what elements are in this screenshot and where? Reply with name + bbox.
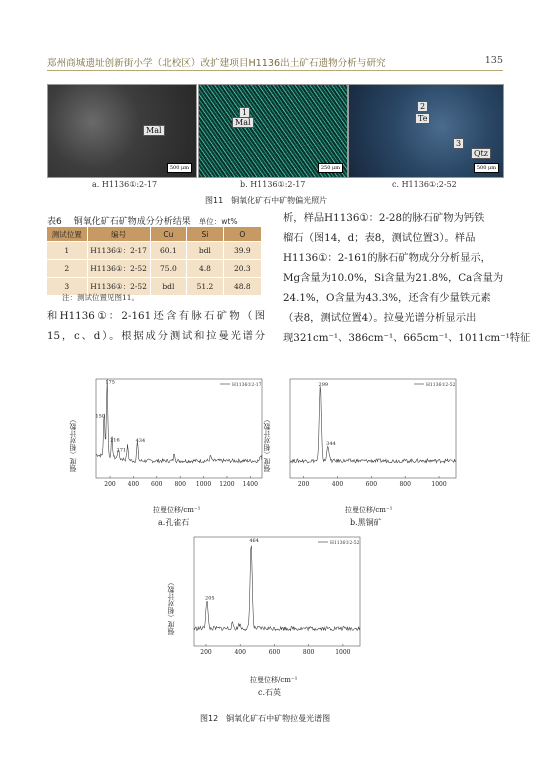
photo-b-label-mal: Mal [232,117,254,128]
photo-b-caption: b. H1136①:2-17 [240,180,306,189]
table-cell: 75.0 [150,260,187,278]
chart-c-caption: c.石英 [258,688,282,697]
x-tick-label: 600 [365,481,378,488]
photo-c [348,84,504,178]
x-tick-label: 1400 [242,481,258,488]
x-tick-label: 800 [174,481,186,488]
table-row [47,260,262,278]
table-row [47,242,262,260]
table-cell: H1136①：2-52 [87,260,150,278]
chart-c-ylabel: 强度（相对计数） [167,579,175,635]
table6-header: Cu [150,227,187,242]
body-line: H1136①：2-161的脉石矿物成分分析显示， [283,252,491,264]
body-line: 榴石（图14，d；表8，测试位置3）。样品 [283,232,476,244]
table6-header-row [47,227,262,242]
spectrum-line [290,386,456,463]
photo-c-label-3: 3 [453,138,464,149]
x-tick-label: 400 [127,481,140,488]
photo-a [47,84,197,178]
body-text-left [47,306,265,346]
figure12-caption: 图12 铜氧化矿石中矿物拉曼光谱图 [200,714,331,723]
plot-frame [290,379,456,478]
peak-label: 434 [135,438,146,445]
body-line: 和H1136①：2-161还含有脉石矿物（图 [47,310,265,322]
table6-name: 铜氧化矿石矿物成分分析结果 [73,217,191,227]
chart-a-caption: a.孔雀石 [158,518,190,527]
table-cell: 51.2 [187,278,224,296]
raman-plot-a [88,375,264,490]
body-line: 24.1%，O含量为43.3%，还含有少量铁元素 [283,292,491,304]
chart-b-ylabel: 强度（相对计数） [263,416,271,472]
chart-c-xlabel: 拉曼位移/cm⁻¹ [250,676,298,684]
x-tick-label: 1000 [431,481,447,488]
legend-label: H1136①2-52 [426,383,456,388]
peak-label: 464 [249,537,259,544]
x-tick-label: 1200 [219,481,235,488]
x-tick-label: 600 [268,649,281,656]
chart-a-xlabel: 拉曼位移/cm⁻¹ [153,506,201,514]
photo-a-label-mal: Mal [143,125,165,136]
chart-b-caption: b.黑铜矿 [350,518,382,527]
table-cell: H1136①：2-52 [87,278,150,296]
peak-label: 271 [116,447,127,454]
table-cell: bdl [150,278,187,296]
photo-b [198,84,348,178]
photo-c-label-qtz: Qtz [471,148,491,159]
raman-plot-b [282,375,458,490]
table6-header: Si [187,227,224,242]
x-tick-label: 600 [151,481,163,488]
x-tick-label: 800 [399,481,411,488]
header-rule [47,70,503,71]
body-line: 15，c、d）。根据成分测试和拉曼光谱分 [47,330,265,342]
body-text-right [283,208,531,348]
table-cell: 39.9 [223,242,261,260]
running-header-title: 郑州商城遗址创新街小学（北校区）改扩建项目H1136出土矿石遗物分析与研究 [47,58,386,69]
plot-frame [96,379,262,478]
body-line: 析，样品H1136①：2-28的脉石矿物为钙铁 [283,212,485,224]
x-tick-label: 400 [234,649,246,656]
table-cell: 2 [47,260,87,278]
table6-header: 编号 [87,227,150,242]
peak-label: 216 [110,437,120,444]
photo-c-label-2: 2 [417,101,428,112]
peak-label: 299 [318,381,329,388]
legend-label: H1136①2-17 [232,383,262,388]
photo-c-label-te: Te [415,113,430,124]
raman-plot-c [186,533,362,658]
table-cell: bdl [187,242,224,260]
legend-label: H1136①2-52 [330,541,360,546]
table-cell: 4.8 [187,260,224,278]
table6-title [47,214,237,227]
x-tick-label: 1000 [335,649,351,656]
x-tick-label: 800 [302,649,315,656]
table-cell: 3 [47,278,87,296]
chart-b-xlabel: 拉曼位移/cm⁻¹ [345,506,393,514]
figure11-caption: 图11 铜氧化矿石中矿物偏光照片 [205,196,328,205]
spectrum-line [194,546,360,631]
table-cell: H1136①：2-17 [87,242,150,260]
table6 [47,227,262,295]
table6-header: O [223,227,261,242]
page-number: 135 [484,55,503,66]
peak-label: 150 [95,413,105,420]
photo-a-caption: a. H1136①:2-17 [92,180,158,189]
photo-c-caption: c. H1136①:2-52 [392,180,457,189]
table6-number: 表6 [47,217,62,227]
x-tick-label: 200 [104,481,116,488]
table-cell: 20.3 [223,260,261,278]
peak-label: 344 [326,441,336,448]
table-cell: 60.1 [150,242,187,260]
x-tick-label: 400 [331,481,344,488]
table6-note: 注：测试位置见图11。 [62,293,140,302]
chart-a-ylabel: 强度（相对计数） [69,416,77,472]
peak-label: 205 [205,595,215,602]
photo-c-scalebar: 500 μm [474,163,499,173]
body-line: 现321cm⁻¹、386cm⁻¹、665cm⁻¹、1011cm⁻¹特征 [283,332,531,344]
table6-unit: 单位：wt% [198,217,238,226]
x-tick-label: 1000 [195,481,212,488]
body-line: Mg含量为10.0%，Si含量为21.8%，Ca含量为 [283,272,504,284]
table6-header: 测试位置 [47,227,87,242]
photo-b-label-1: 1 [239,107,250,118]
x-tick-label: 200 [200,649,212,656]
table-cell: 48.8 [223,278,261,296]
peak-label: 175 [105,379,115,386]
body-line: （表8，测试位置4）。拉曼光谱分析显示出 [283,312,477,324]
table-cell: 1 [47,242,87,260]
photo-b-scalebar: 250 μm [318,163,343,173]
x-tick-label: 200 [297,481,310,488]
photo-a-scalebar: 500 μm [167,163,192,173]
